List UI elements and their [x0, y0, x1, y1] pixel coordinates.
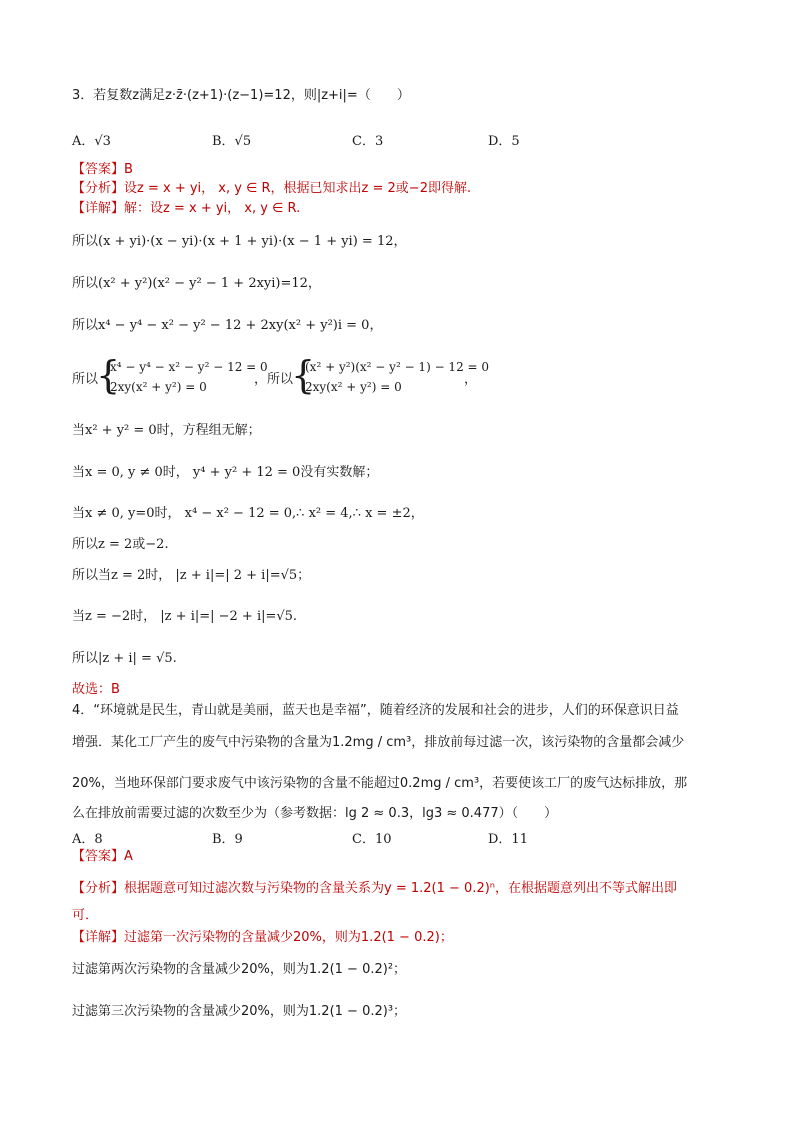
- q3-conclusion: 所以|z + i| = √5.: [72, 651, 177, 666]
- q3-analysis: [72, 181, 471, 197]
- answer-value: A: [124, 849, 133, 864]
- q4-analysis: [72, 881, 677, 897]
- q3-sys2-row-1: (x² + y²)(x² − y² − 1) − 12 = 0: [305, 360, 490, 374]
- q3-sys-prefix-1: 所以: [72, 372, 99, 387]
- q4-stem-line-3: 20%，当地环保部门要求废气中该污染物的含量不能超过0.2mg / cm³，若要使该工厂的废气达标排放，那: [72, 776, 688, 791]
- detail-text: 过滤第一次污染物的含量减少20%，则为1.2(1 − 0.2)；: [124, 930, 453, 945]
- q4-option-c: C．10: [352, 832, 392, 847]
- q3-choice: 故选：B: [72, 682, 120, 697]
- q3-option-a: A．√3: [72, 134, 111, 149]
- q3-case-3: 当x ≠ 0, y=0时， x⁴ − x² − 12 = 0,∴ x² = 4,∴ x = ±2，: [72, 506, 424, 521]
- analysis-text: 根据题意可知过滤次数与污染物的含量关系为y = 1.2(1 − 0.2)ⁿ，在根据题意列出不等式解出即: [124, 881, 677, 896]
- q3-sys-mid: ，所以: [254, 372, 294, 387]
- q4-step-3: 过滤第三次污染物的含量减少20%，则为1.2(1 − 0.2)³；: [72, 1004, 407, 1019]
- q4-answer: [72, 849, 133, 865]
- q4-analysis-cont: 可．: [72, 908, 99, 923]
- answer-tag: 【答案】: [72, 162, 125, 177]
- q4-option-d: D．11: [488, 832, 528, 847]
- q3-option-b: B．√5: [212, 134, 252, 149]
- q4-stem-line-1: 4．“环境就是民生，青山就是美丽，蓝天也是幸福”，随着经济的发展和社会的进步，人们的环保意识日益: [72, 703, 679, 718]
- q3-stem: 3．若复数z满足z·z̄·(z+1)·(z−1)=12，则|z+i|=（ ）: [72, 88, 410, 103]
- q3-sys1-row-1: x⁴ − y⁴ − x² − y² − 12 = 0: [110, 360, 268, 374]
- q3-step-1: 所以(x + yi)·(x − yi)·(x + 1 + yi)·(x − 1 + yi) = 12，: [72, 234, 407, 249]
- detail-text: 解：设z = x + yi， x, y ∈ R.: [124, 201, 301, 216]
- q3-step-2: 所以(x² + y²)(x² − y² − 1 + 2xyi)=12，: [72, 276, 321, 291]
- q4-option-a: A．8: [72, 832, 103, 847]
- q3-option-d: D．5: [488, 134, 520, 149]
- q4-option-b: B．9: [212, 832, 243, 847]
- q3-sys-end: ，: [464, 372, 478, 387]
- q4-detail: [72, 930, 453, 946]
- detail-tag: 【详解】: [72, 930, 125, 945]
- q3-case-2: 当x = 0, y ≠ 0时， y⁴ + y² + 12 = 0没有实数解；: [72, 465, 379, 480]
- analysis-tag: 【分析】: [72, 881, 125, 896]
- q3-case-5: 所以当z = 2时， |z + i|=| 2 + i|=√5；: [72, 568, 311, 583]
- analysis-tag: 【分析】: [72, 181, 125, 196]
- q3-step-3: 所以x⁴ − y⁴ − x² − y² − 12 + 2xy(x² + y²)i = 0，: [72, 318, 383, 333]
- q3-case-1: 当x² + y² = 0时，方程组无解；: [72, 423, 261, 438]
- detail-tag: 【详解】: [72, 201, 125, 216]
- q3-answer: [72, 162, 133, 178]
- q4-stem-line-2: 增强．某化工厂产生的废气中污染物的含量为1.2mg / cm³，排放前每过滤一次，该污染物的含量都会减少: [72, 735, 685, 750]
- answer-tag: 【答案】: [72, 849, 125, 864]
- q3-sys2-row-2: 2xy(x² + y²) = 0: [305, 380, 402, 394]
- analysis-text: 设z = x + yi， x, y ∈ R，根据已知求出z = 2或−2即得解.: [124, 181, 472, 196]
- q3-option-c: C．3: [352, 134, 384, 149]
- q3-sys1-row-2: 2xy(x² + y²) = 0: [110, 380, 207, 394]
- q3-sys2-brace: {: [291, 353, 316, 397]
- q4-step-2: 过滤第两次污染物的含量减少20%，则为1.2(1 − 0.2)²；: [72, 962, 407, 977]
- q3-case-4: 所以z = 2或−2.: [72, 537, 169, 552]
- answer-value: B: [124, 162, 133, 177]
- q3-detail: [72, 201, 300, 217]
- q3-case-6: 当z = −2时， |z + i|=| −2 + i|=√5.: [72, 609, 298, 624]
- q3-sys1-brace: {: [96, 353, 121, 397]
- q4-stem-line-4: 么在排放前需要过滤的次数至少为（参考数据：lg 2 ≈ 0.3，lg3 ≈ 0.477）（ ）: [72, 806, 558, 821]
